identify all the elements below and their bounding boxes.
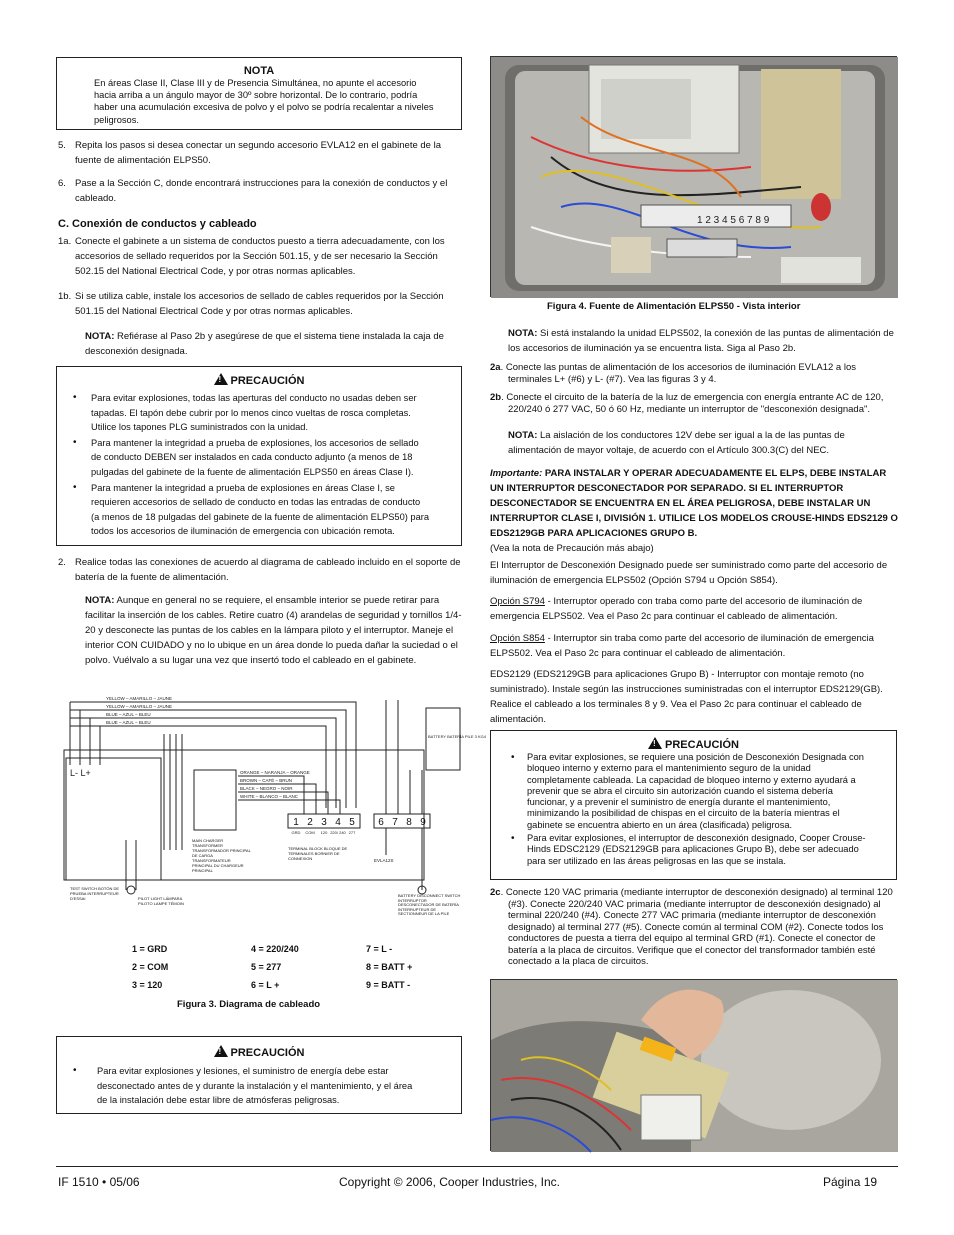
right-nota-1-text: Si está instalando la unidad ELPS502, la conexión de las puntas de alimentación de los accesorios de iluminación ya se encuentra lista. Siga al Paso 2b. bbox=[508, 328, 894, 354]
terminal-sub-2: COM bbox=[305, 830, 315, 835]
legend-item: 3 = 120 bbox=[132, 980, 163, 990]
precaucion-2-title-row bbox=[491, 737, 896, 751]
precaucion-bottom-title-row bbox=[57, 1045, 461, 1059]
step-2c-text-block bbox=[490, 887, 900, 968]
step-2-text: Realice todas las conexiones de acuerdo al diagrama de cableado incluido en el soporte de batería de la fuente de alimentación. bbox=[75, 557, 461, 583]
wire-label-orange: ORANGE – NARANJA – ORANGE bbox=[240, 770, 310, 775]
step-2b-label: 2b bbox=[490, 392, 502, 403]
precaucion-bottom-title: PRECAUCIÓN bbox=[230, 1047, 305, 1059]
terminal-7: 7 bbox=[392, 817, 398, 828]
precaucion-1-item: • Para mantener la integridad a prueba de explosiones, los accesorios de sellado de conducto DEBEN ser instalados en cada conducto adjunto (a menos de 18 pulgadas del gabinete de la fuente de alimentación ELPS50 en áreas Clase I). bbox=[57, 436, 431, 480]
legend-item: 2 = COM bbox=[132, 962, 169, 972]
wire-label-brown: BROWN – CAFÉ – BRUN bbox=[240, 778, 293, 783]
step-2c bbox=[490, 887, 900, 968]
footer-page-number: Página 19 bbox=[823, 1175, 878, 1189]
step-2b-nota bbox=[508, 428, 900, 458]
precaucion-2-item: • Para evitar explosiones, se requiere una posición de Desconexión Designada con bloqueo interno y externo para el mantenimiento seguro de la unidad completamente cableada. La capacidad de bloqueo interno y externo ayudará a prevenir que se abra el circuito sin autorización cuando el sistema debería funcionar, y a prevenir el suministro de energía durante el mantenimiento, minimizando la posibilidad de chispas en el circuito de la batería mientras el gabinete se encuentra abierto en un área (clasificada) peligrosa. bbox=[491, 752, 872, 831]
footer-copyright: Copyright © 2006, Cooper Industries, Inc. bbox=[339, 1175, 560, 1189]
precaucion-2-title: PRECAUCIÓN bbox=[665, 739, 739, 751]
step-2a-label: 2a bbox=[490, 362, 501, 373]
step-5-text: Repita los pasos si desea conectar un segundo accesorio EVLA12 en el gabinete de la fuente de alimentación ELPS50. bbox=[75, 140, 441, 166]
step-2a-text-block bbox=[490, 362, 900, 385]
terminal-3: 3 bbox=[321, 817, 327, 828]
step-2b-text: . Conecte el circuito de la batería de la luz de emergencia con energía entrante AC de 120, 220/240 ó 277 VAC, 50 ó 60 Hz, mediante un interruptor de "desconexión designada". bbox=[501, 392, 884, 415]
warning-icon bbox=[214, 373, 228, 385]
right-nota-1 bbox=[508, 326, 901, 356]
section-c-nota bbox=[85, 329, 463, 359]
step-1b bbox=[58, 289, 463, 319]
battery-disconnect-label: BATTERY DISCONNECT SWITCH INTERRUPTOR DESCONECTADOR DE BATERÍA INTERRUPTEUR DE SECTIONNEUR DE LA PILE bbox=[398, 893, 461, 917]
wire-label-blue-2: BLUE – AZUL – BLEU bbox=[106, 720, 151, 725]
step-2c-text: . Conecte 120 VAC primaria (mediante interruptor de desconexión designado) al terminal 120 (#3). Conecte 220/240 VAC primaria (mediante interruptor de desconexión designado) al terminal 220/240 (#4). Conecte 277 VAC primaria (mediante interruptor de desconexión designado) al terminal 277 (#5). Conecte común al terminal COM (#2). Conecte todos los conductores de puesta a tierra del equipo al terminal GRD (#1). Conecte el conector de batería a la placa de circuitos. Verifique que el conector del transformador también esté conectado a la placa de circuitos. bbox=[500, 887, 893, 967]
terminal-9: 9 bbox=[420, 817, 426, 828]
option-s854-text: - Interruptor sin traba como parte del accesorio de iluminación de emergencia ELPS502. Vea el Paso 2c para continuar el cableado de alimentación. bbox=[490, 633, 874, 659]
step-2b-nota-label: NOTA: bbox=[508, 430, 538, 441]
precaucion-1-item: • Para evitar explosiones, todas las aperturas del conducto no usadas deben ser tapadas. El tapón debe cubrir por lo menos cinco vueltas de rosca completas. Utilice los tapones PLG suministrados con la unidad. bbox=[57, 391, 431, 435]
evla-label: EVLA12S bbox=[374, 858, 394, 863]
wire-label-blue-1: BLUE – AZUL – BLEU bbox=[106, 712, 151, 717]
legend-item: 8 = BATT + bbox=[366, 962, 413, 972]
nota-text: En áreas Clase II, Clase III y de Presencia Simultánea, no apunte el accesorio hacia arriba a un ángulo mayor de 30º sobre horizontal. De lo contrario, podría haber una acumulación excesiva de polvo y el polvo se podría recalentar a niveles peligrosos. bbox=[94, 78, 434, 125]
step-2b bbox=[490, 392, 900, 415]
important-block bbox=[490, 466, 900, 556]
charger-label: MAIN CHARGER TRANSFORMER TRANSFORMADOR PRINCIPAL DE CARGA TRANSFORMATEUR PRINCIPAL DU CHARGEUR PRINCIPAL bbox=[192, 838, 251, 873]
step-2c-label: 2c bbox=[490, 887, 501, 898]
legend-row bbox=[132, 958, 462, 976]
step-2a-text: . Conecte las puntas de alimentación de los accesorios de iluminación EVLA12 a los terminales L+ (#6) y L- (#7). Vea las figuras 3 y 4. bbox=[500, 362, 856, 385]
step-5 bbox=[58, 138, 463, 168]
step-1a-number: 1a. bbox=[58, 236, 72, 247]
step-1b-text: Si se utiliza cable, instale los accesorios de sellado de cables requeridos por la Sección 501.15 del National Electrical Code y por otras normas aplicables. bbox=[75, 291, 444, 317]
connector-photo-image bbox=[491, 980, 898, 1152]
terminal-6: 6 bbox=[378, 817, 384, 828]
legend-item: 1 = GRD bbox=[132, 944, 168, 954]
terminal-1: 1 bbox=[293, 817, 299, 828]
connector-photo bbox=[490, 979, 897, 1151]
precaucion-bottom-list bbox=[57, 1064, 461, 1108]
step-1b-number: 1b. bbox=[58, 291, 72, 302]
step-6-number: 6. bbox=[58, 178, 66, 189]
option-s794 bbox=[490, 594, 900, 624]
step-2-nota-label: NOTA: bbox=[85, 595, 115, 606]
test-switch-label: TEST SWITCH BOTÓN DE PRUEBA INTERRUPTEUR D'ESSAI bbox=[70, 886, 120, 901]
option-s794-text: - Interruptor operado con traba como parte del accesorio de iluminación de emergencia ELPS502. Vea el Paso 2c para continuar el cableado de alimentación. bbox=[490, 596, 863, 622]
legend-item: 6 = L + bbox=[251, 980, 280, 990]
lamp-label: L- L+ bbox=[70, 768, 91, 778]
step-2 bbox=[58, 555, 463, 585]
wiring-diagram bbox=[56, 690, 486, 925]
step-2-number: 2. bbox=[58, 557, 66, 568]
terminal-legend bbox=[132, 940, 462, 994]
step-1a-text: Conecte el gabinete a un sistema de conductos puesto a tierra adecuadamente, con los accesorios de sellado requeridos por la Sección 501.15, y de ser necesario la Sección 502.15 del National Electrical Code, y por otras normas aplicables. bbox=[75, 236, 445, 277]
section-c-nota-text: Refiérase al Paso 2b y asegúrese de que el sistema tiene instalada la caja de desconexión designada. bbox=[85, 331, 444, 357]
step-2-nota bbox=[85, 593, 463, 668]
terminal-sub-4: 220/ 240 bbox=[330, 830, 346, 835]
precaucion-box-bottom bbox=[56, 1036, 462, 1114]
legend-item: 7 = L - bbox=[366, 944, 393, 954]
figure-4-caption: Figura 4. Fuente de Alimentación ELPS50 - Vista interior bbox=[547, 301, 801, 312]
section-c-title: C. Conexión de conductos y cableado bbox=[58, 218, 257, 230]
battery-label: BATTERY BATERÍA PILE 3 KG4 bbox=[428, 734, 486, 739]
designated-switch-paragraph: El Interruptor de Desconexión Designado puede ser suministrado como parte del accesorio de iluminación de emergencia ELPS502 (Opción S794 u Opción S854). bbox=[490, 560, 888, 586]
section-c-nota-label: NOTA: bbox=[85, 331, 115, 342]
option-s794-label: Opción S794 bbox=[490, 596, 545, 607]
important-note: (Vea la nota de Precaución más abajo) bbox=[490, 543, 654, 554]
wire-label-yellow-1: YELLOW – AMARILLO – JAUNE bbox=[106, 696, 173, 701]
step-2-nota-text: Aunque en general no se requiere, el ensamble interior se puede retirar para facilitar la inserción de los cables. Retire cuatro (4) arandelas de seguridad y tornillos 1/4-20 y desconecte las puntas de los cables en la lámpara piloto y el interruptor. Maneje el interior CON CUIDADO y no lo ubique en un área donde lo pueda dañar la suciedad o el polvo. Vuélvalo a su lugar una vez que insertó todo el cableado en el gabinete. bbox=[85, 595, 462, 666]
legend-item: 4 = 220/240 bbox=[251, 944, 299, 954]
precaucion-1-item: • Para mantener la integridad a prueba de explosiones en áreas Clase I, se requieren accesorios de sellado de conducto en todas las entradas de conducto (a menos de 18 pulgadas del gabinete de la fuente de alimentación ELPS50) para todos los accesorios de iluminación de emergencia con ubicación remota. bbox=[57, 481, 431, 539]
step-5-number: 5. bbox=[58, 140, 66, 151]
warning-icon bbox=[648, 737, 662, 749]
wire-label-black: BLACK – NEGRO – NOIR bbox=[240, 786, 293, 791]
legend-item: 5 = 277 bbox=[251, 962, 282, 972]
legend-row bbox=[132, 940, 462, 958]
wire-label-white: WHITE – BLANCO – BLANC bbox=[240, 794, 299, 799]
important-text: PARA INSTALAR Y OPERAR ADECUADAMENTE EL ELPS, DEBE INSTALAR UN INTERRUPTOR DESCONECTADOR POR SEPARADO. SI EL INTERRUPTOR DESCONECTADOR SE ENCUENTRA EN EL ÁREA PELIGROSA, DEBE INSTALAR UN INTERRUPTOR CLASE I, DIVISIÓN 1. UTILICE LOS MODELOS CROUSE-HINDS EDS2129 O EDS2129GB PARA APLICACIONES GRUPO B. bbox=[490, 468, 898, 539]
terminal-sub-1: GRD bbox=[291, 830, 301, 835]
footer-rule bbox=[56, 1166, 898, 1167]
eds2129-paragraph: EDS2129 (EDS2129GB para aplicaciones Grupo B) - Interruptor con montaje remoto (no suministrado). Instale según las instrucciones suministradas con el interruptor EDS2129(GB). Realice el cableado a los terminales 8 y 9. Vea el Paso 2c para continuar el cableado de alimentación. bbox=[490, 669, 883, 725]
figure-4-photo bbox=[490, 56, 897, 297]
terminal-sub-5: 277 bbox=[348, 830, 356, 835]
precaucion-box-1 bbox=[56, 366, 462, 546]
nota-title: NOTA bbox=[243, 65, 275, 77]
footer-doc-id: IF 1510 • 05/06 bbox=[58, 1175, 140, 1189]
right-nota-1-label: NOTA: bbox=[508, 328, 538, 339]
precaucion-bottom-item: • Para evitar explosiones y lesiones, el suministro de energía debe estar desconectado antes de y durante la instalación y el mantenimiento, y el área de la instalación debe estar libre de atmósferas peligrosas. bbox=[57, 1064, 425, 1108]
terminal-8: 8 bbox=[406, 817, 412, 828]
precaucion-1-title: PRECAUCIÓN bbox=[230, 375, 305, 387]
terminal-block-label: TERMINAL BLOCK BLOQUE DE TERMINALES BORNIER DE CONNEXION bbox=[288, 846, 348, 861]
option-s854-label: Opción S854 bbox=[490, 633, 545, 644]
terminal-2: 2 bbox=[307, 817, 313, 828]
pilot-light-label: PILOT LIGHT LÁMPARA PILOTO LAMPE TÉMOIN bbox=[138, 896, 184, 906]
important-label: Importante: bbox=[490, 468, 543, 479]
terminal-4: 4 bbox=[335, 817, 341, 828]
precaucion-1-title-row bbox=[57, 373, 461, 387]
wire-label-yellow-2: YELLOW – AMARILLO – JAUNE bbox=[106, 704, 173, 709]
step-2b-nota-text: La aislación de los conductores 12V debe ser igual a la de las puntas de alimentación de mayor voltaje, de acuerdo con el Artículo 300.3(C) del NEC. bbox=[508, 430, 845, 456]
legend-item: 9 = BATT - bbox=[366, 980, 411, 990]
figure-3-caption: Figura 3. Diagrama de cableado bbox=[177, 999, 321, 1010]
precaucion-1-list bbox=[57, 391, 461, 539]
step-2b-text-block bbox=[490, 392, 900, 415]
step-2a bbox=[490, 362, 900, 385]
precaucion-2-item: • Para evitar explosiones, el interruptor de desconexión designado, Cooper Crouse-Hinds EDSC2129 (EDS2129GB para aplicaciones Grupo B), debe ser adecuado para ser utilizado en las áreas peligrosas en las que se instala. bbox=[491, 833, 872, 867]
step-1a bbox=[58, 234, 463, 279]
legend-row bbox=[132, 976, 462, 994]
terminal-5: 5 bbox=[349, 817, 355, 828]
warning-icon bbox=[214, 1045, 228, 1057]
step-6-text: Pase a la Sección C, donde encontrará instrucciones para la conexión de conductos y el cableado. bbox=[75, 178, 448, 204]
figure-4-terminal-digits: 1 2 3 4 5 6 7 8 9 bbox=[697, 215, 770, 226]
nota-box bbox=[56, 57, 462, 130]
step-6 bbox=[58, 176, 463, 206]
terminal-sub-3: 120 bbox=[320, 830, 328, 835]
precaucion-2-list bbox=[491, 752, 896, 867]
enclosure-interior-image bbox=[491, 57, 898, 298]
precaucion-box-2 bbox=[490, 730, 897, 880]
option-s854 bbox=[490, 631, 900, 661]
